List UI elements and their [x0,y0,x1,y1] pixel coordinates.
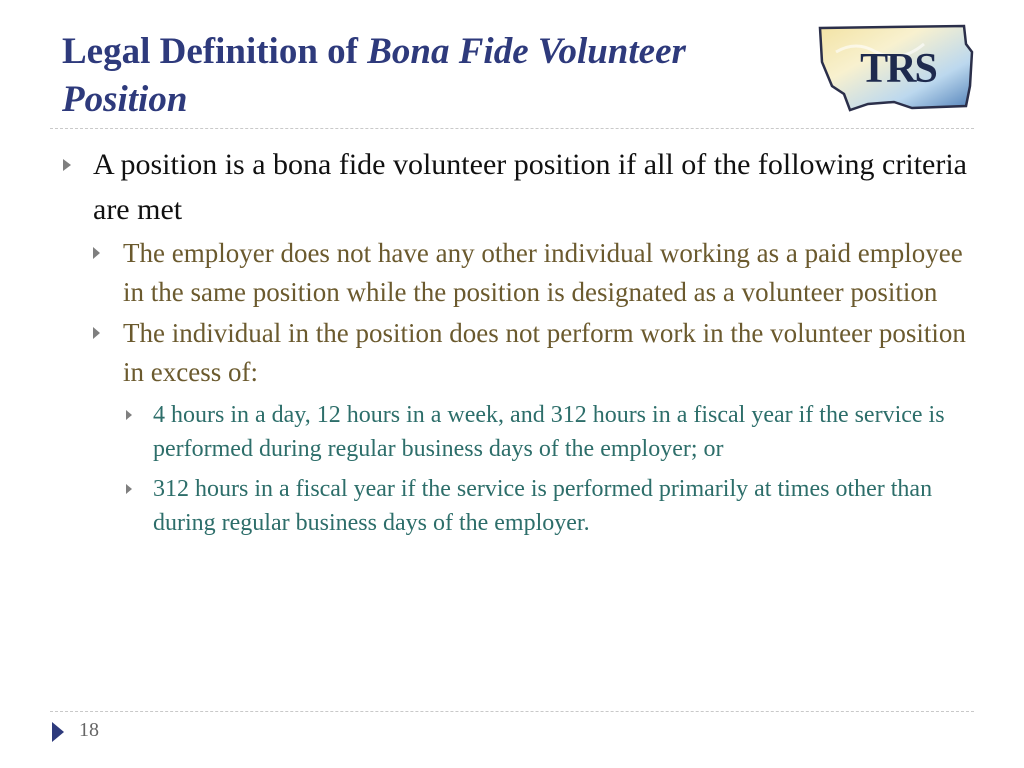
bullet-text: 312 hours in a fiscal year if the service is performed primarily at times other than during regular business days of the employer. [153,476,933,536]
bullet-arrow-icon [126,410,132,420]
bullet-arrow-icon [93,247,100,259]
footer-divider [50,711,974,712]
bullet-level2 [91,234,970,312]
logo-text: TRS [860,46,936,92]
header-divider [50,128,974,129]
footer-arrow-icon [52,722,64,742]
trs-logo [816,22,976,114]
bullet-text: A position is a bona fide volunteer position if all of the following criteria are met [93,148,967,226]
title-italic-line2: Position [62,79,188,120]
slide-body [60,142,970,540]
slide-title [62,28,802,124]
bullet-level2 [91,314,970,392]
page-number: 18 [79,719,99,741]
bullet-text: 4 hours in a day, 12 hours in a week, and 312 hours in a fiscal year if the service is performed during regular business days of the employer; or [153,402,945,462]
bullet-arrow-icon [93,327,100,339]
bullet-arrow-icon [63,159,71,171]
bullet-text: The individual in the position does not perform work in the volunteer position in excess of: [123,318,966,387]
bullet-level3 [122,472,970,540]
title-regular: Legal Definition of [62,31,368,72]
bullet-arrow-icon [126,484,132,494]
bullet-text: The employer does not have any other individual working as a paid employee in the same position while the position is designated as a volunteer position [123,238,963,307]
bullet-level1 [60,142,970,232]
title-italic-line1: Bona Fide Volunteer [367,31,686,72]
bullet-level3 [122,398,970,466]
